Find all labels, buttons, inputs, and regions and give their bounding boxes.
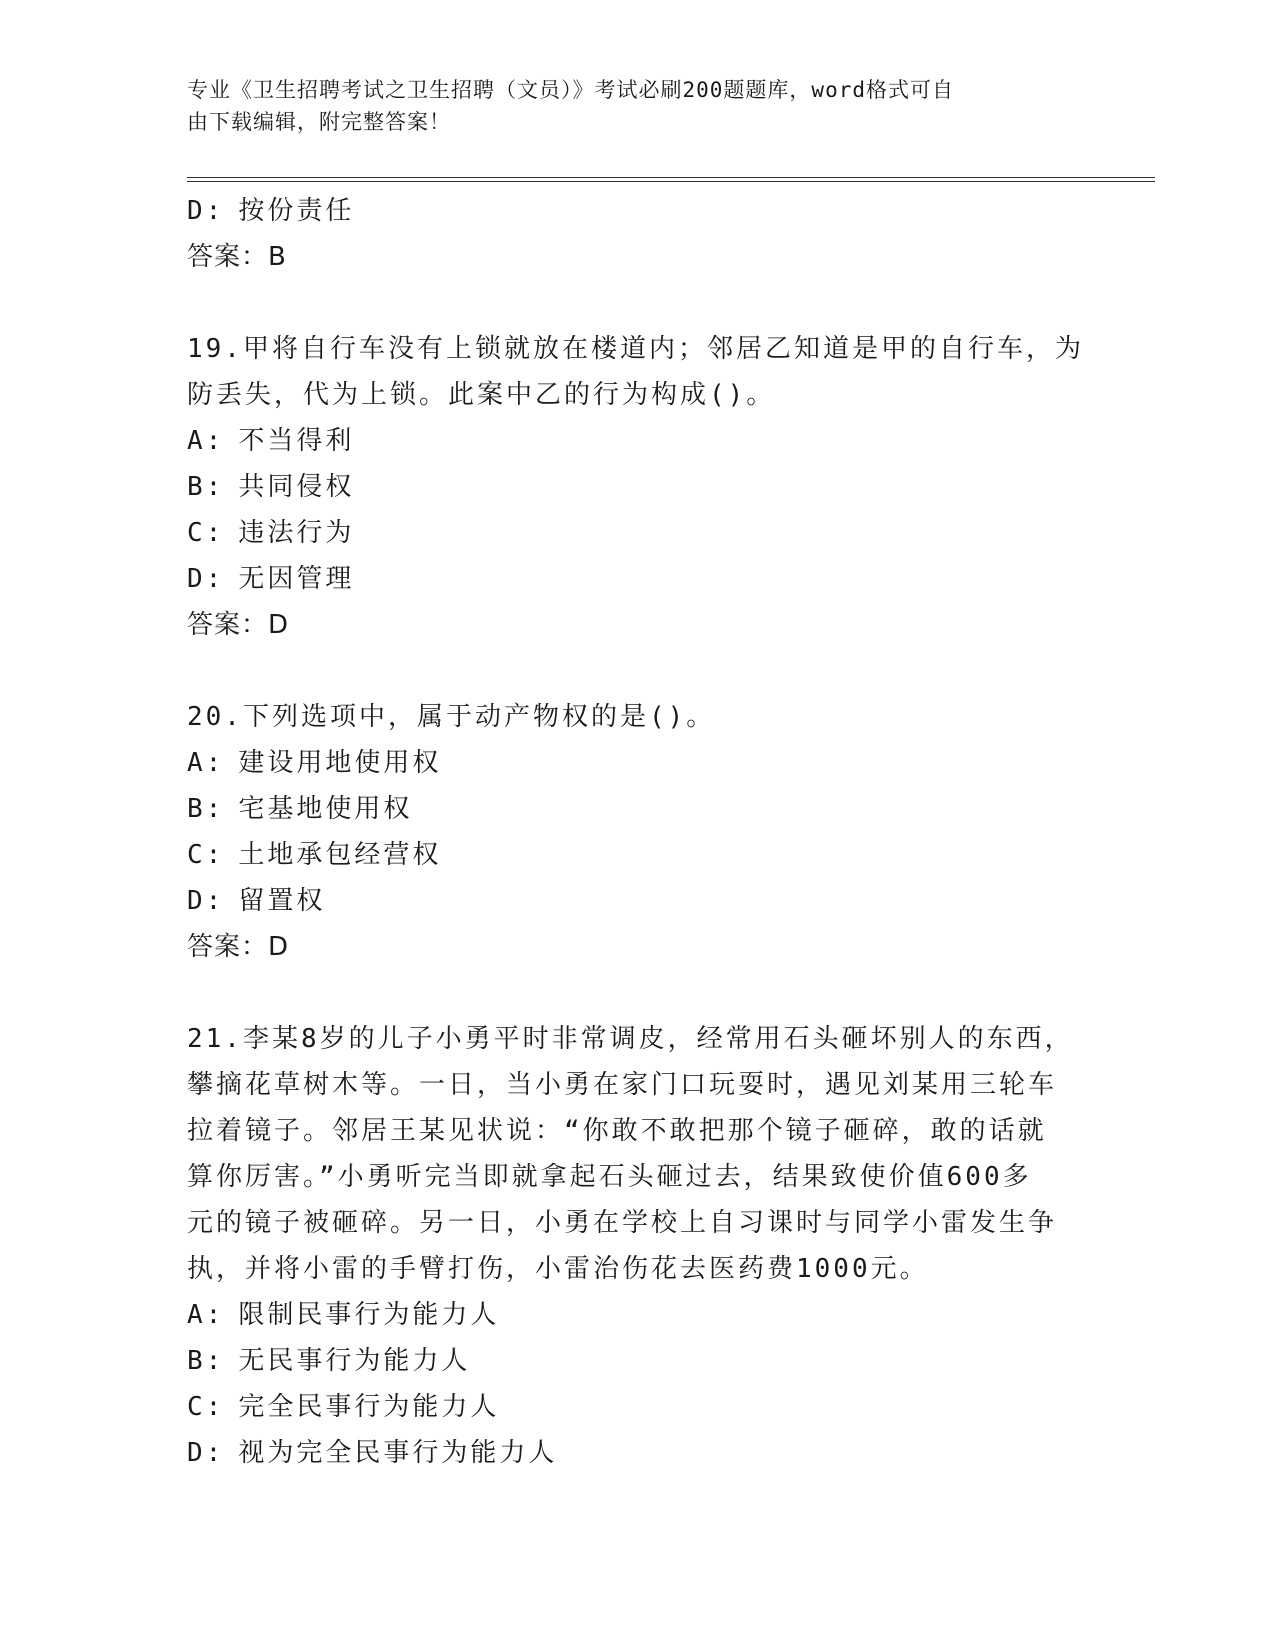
option-text: 限制民事行为能力人 [238,1300,500,1330]
question-text-line: 21.李某8岁的儿子小勇平时非常调皮，经常用石头砸坏别人的东西， [187,1024,1074,1054]
option-c [187,1384,1067,1430]
question-20 [187,694,1067,970]
option-b [187,1338,1067,1384]
question-19 [187,326,1084,648]
question-text-line: 20.下列选项中，属于动产物权的是()。 [187,702,716,732]
option-key: D: [187,196,225,226]
option-key: C: [187,518,225,548]
option-text: 完全民事行为能力人 [238,1392,500,1422]
option-key: A: [187,1300,225,1330]
option-text: 建设用地使用权 [238,748,442,778]
header-title-line-1: 专业《卫生招聘考试之卫生招聘（文员）》考试必刷200题题库，word格式可自 [187,78,954,102]
option-d [187,1430,1067,1476]
question-text-line: 执，并将小雷的手臂打伤，小雷治伤花去医药费1000元。 [187,1254,929,1284]
answer-line: 答案：B [187,242,287,272]
option-key: C: [187,840,225,870]
option-key: A: [187,426,225,456]
header-divider [187,177,1155,182]
document-body [187,188,1084,1476]
option-b [187,786,1067,832]
option-c [187,832,1067,878]
option-text: 视为完全民事行为能力人 [238,1438,558,1468]
option-b [187,464,1067,510]
option-a [187,740,1067,786]
option-key: D: [187,886,225,916]
option-a [187,418,1067,464]
question-text-line: 19.甲将自行车没有上锁就放在楼道内；邻居乙知道是甲的自行车，为 [187,334,1084,364]
option-key: B: [187,1346,225,1376]
question-text-line: 元的镜子被砸碎。另一日，小勇在学校上自习课时与同学小雷发生争 [187,1208,1058,1238]
question-text-line: 攀摘花草树木等。一日，当小勇在家门口玩耍时，遇见刘某用三轮车 [187,1070,1058,1100]
option-d [187,556,1067,602]
option-text: 违法行为 [238,518,355,548]
question-text-line: 防丢失，代为上锁。此案中乙的行为构成()。 [187,380,776,410]
option-text: 宅基地使用权 [238,794,413,824]
option-a [187,1292,1067,1338]
option-key: C: [187,1392,225,1422]
option-text: 无因管理 [238,564,355,594]
option-key: D: [187,1438,225,1468]
option-text: 不当得利 [238,426,355,456]
option-c [187,510,1067,556]
option-text: 共同侵权 [238,472,355,502]
option-d [187,188,1067,234]
option-key: A: [187,748,225,778]
option-text: 无民事行为能力人 [238,1346,471,1376]
question-21 [187,1016,1074,1476]
answer-line: 答案：D [187,932,290,962]
answer-line: 答案：D [187,610,290,640]
question-text-line: 算你厉害。”小勇听完当即就拿起石头砸过去，结果致使价值600多 [187,1162,1032,1192]
option-key: B: [187,472,225,502]
option-text: 按份责任 [238,196,355,226]
option-d [187,878,1067,924]
question-text-line: 拉着镜子。邻居王某见状说：“你敢不敢把那个镜子砸碎，敢的话就 [187,1116,1047,1146]
header-title-line-2: 由下载编辑，附完整答案！ [187,110,451,134]
option-text: 土地承包经营权 [238,840,442,870]
option-key: D: [187,564,225,594]
option-text: 留置权 [238,886,326,916]
option-key: B: [187,794,225,824]
document-header [187,74,1067,138]
